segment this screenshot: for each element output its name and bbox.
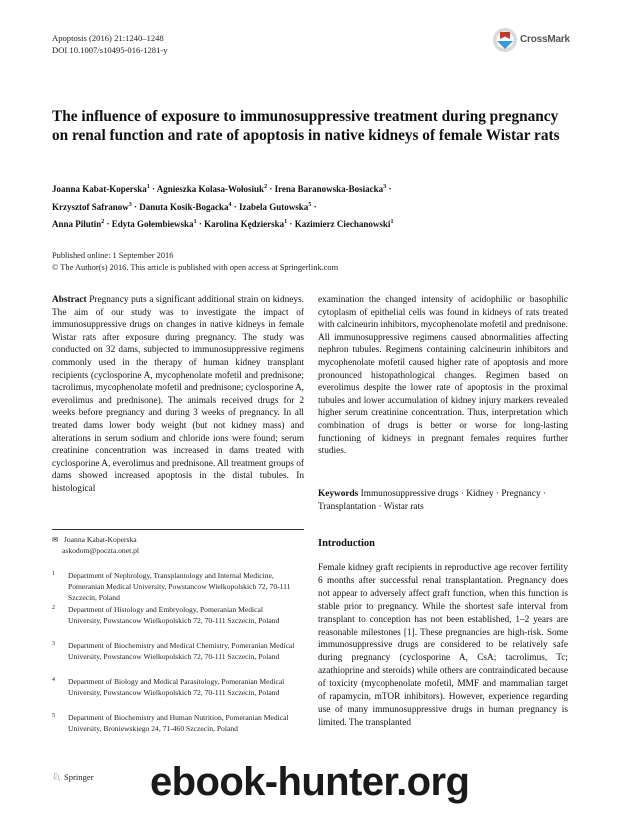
author-name: Joanna Kabat-Koperska xyxy=(52,184,147,194)
correspondence xyxy=(52,534,139,556)
published-date: Published online: 1 September 2016 xyxy=(52,251,174,260)
author-name: Agnieszka Kolasa-Wołosiuk xyxy=(156,184,265,194)
abstract-continued: examination the changed intensity of acidophilic or basophilic cytoplasm of epithelial cells was found in kidneys of rats treated with calcineurin inhibitors, mycophenolate mofetil and prednisone. All immunosuppressive regimens caused abnormalities affecting nephron tubules. Regimens containing calcineurin inhibitors and mycophenolate mofetil caused higher rate of apoptosis and more pronounced histopathological changes. Regimen based on everolimus despite the lower rate of apoptosis in the proximal tubules and lower accumulation of kidney injury markers revealed higher serum creatinine concentration. Thus, interpretation which combination of drugs is better or worse for long-lasting functioning of kidneys in pregnant females requires further studies. xyxy=(318,295,568,457)
affiliation-text: Department of Histology and Embryology, Pomeranian Medical University, Powstancow Wielkopolskich 72, 70-111 Szczecin, Poland xyxy=(68,605,280,625)
abstract xyxy=(52,294,304,496)
watermark: ebook-hunter.org xyxy=(150,760,470,804)
springer-horse-icon: ♘ xyxy=(52,772,61,783)
author-separator: · xyxy=(149,184,157,194)
journal-header xyxy=(52,32,168,56)
author-separator: · xyxy=(386,184,392,194)
publisher-logo xyxy=(52,772,94,783)
affiliation-number: 4 xyxy=(52,677,55,683)
author-affiliation-ref: 1 xyxy=(146,184,150,190)
author-affiliation-ref: 5 xyxy=(308,201,312,208)
author-separator: · xyxy=(267,184,275,194)
crossmark-label: CrossMark xyxy=(520,34,570,45)
affiliation-text: Department of Biochemistry and Medical Chemistry, Pomeranian Medical University, Powstancow Wielkopolskich 72, 70-111 Szczecin, Poland xyxy=(68,641,295,661)
author-name: Anna Pilutin xyxy=(52,219,102,229)
author-affiliation-ref: 4 xyxy=(228,201,232,208)
affiliation-number: 1 xyxy=(52,571,55,577)
affiliation-number: 3 xyxy=(52,641,55,647)
publication-info xyxy=(52,250,338,273)
author-separator: · xyxy=(131,201,140,212)
keywords xyxy=(318,488,568,513)
crossmark-icon xyxy=(492,27,518,53)
author-name: Krzysztof Safranow xyxy=(52,201,129,212)
author-name: Edyta Gołembiewska xyxy=(111,219,194,229)
section-heading: Introduction xyxy=(318,538,375,549)
article-title: The influence of exposure to immunosuppressive treatment during pregnancy on renal function and rate of apoptosis in native kidneys of female Wistar rats xyxy=(52,108,560,144)
affiliation-text: Department of Biochemistry and Human Nutrition, Pomeranian Medical University, Broniewskiego 24, 71-460 Szczecin, Poland xyxy=(68,713,289,733)
author-affiliation-ref: 3 xyxy=(128,201,132,208)
author-name: Irena Baranowska-Bosiacka xyxy=(274,184,384,194)
keywords-label: Keywords xyxy=(318,489,359,499)
author-affiliation-ref: 1 xyxy=(390,219,394,225)
affiliation-text: Department of Biology and Medical Parasitology, Pomeranian Medical University, Powstancow Wielkopolskich 72, 70-111 Szczecin, Poland xyxy=(68,677,285,697)
publisher-name: Springer xyxy=(63,772,94,782)
affiliation-number: 2 xyxy=(52,605,55,611)
correspondence-email[interactable]: askodom@poczta.onet.pl xyxy=(62,546,140,555)
abstract-label: Abstract xyxy=(52,295,87,305)
author-affiliation-ref: 2 xyxy=(264,184,268,190)
keywords-text: Immunosuppressive drugs · Kidney · Pregnancy · Transplantation · Wistar rats xyxy=(318,489,547,512)
author-separator: · xyxy=(311,201,317,212)
copyright: © The Author(s) 2016. This article is published with open access at Springerlink.com xyxy=(52,262,339,272)
author-separator: · xyxy=(287,219,295,229)
journal-citation: Apoptosis (2016) 21:1240–1248 xyxy=(52,33,164,43)
affiliation-text: Department of Nephrology, Transplantology and Internal Medicine, Pomeranian Medical University, Powstancow Wielkopolskich 72, 70-111 Szczecin, Poland xyxy=(68,571,291,602)
author-name: Danuta Kosik-Bogacka xyxy=(139,201,229,212)
doi[interactable]: DOI 10.1007/s10495-016-1281-y xyxy=(52,45,168,55)
author-name: Karolina Kędzierska xyxy=(204,219,285,229)
author-separator: · xyxy=(104,219,112,229)
author-separator: · xyxy=(196,219,205,229)
author-affiliation-ref: 1 xyxy=(284,219,288,225)
correspondence-name: Joanna Kabat-Koperska xyxy=(63,535,137,544)
footnote-divider xyxy=(52,529,304,530)
envelope-icon: ✉ xyxy=(52,535,59,544)
abstract-text: Pregnancy puts a significant additional strain on kidneys. The aim of our study was to investigate the impact of immunosuppressive drugs on changes in native kidneys in female Wistar rats after exposure during pregnancy. The study was conducted on 32 dams, subjected to immunosuppressive regimens commonly used in the therapy of human kidney transplant recipients (cyclosporine A, mycophenolate mofetil and prednisone; tacrolimus, mycophenolate mofetil and prednisone; cyclosporine A, everolimus and prednisone). The animals received drugs for 2 weeks before pregnancy and during 3 weeks of pregnancy. In all treated dams lower body weight (but not kidney mass) and alterations in serum sodium and chloride ions were found; serum creatinine concentration was increased in dams treated with cyclosporine A, everolimus and prednisone. All treatment groups of dams showed increased apoptosis in the distal tubules. In histological xyxy=(52,295,304,494)
author-list xyxy=(52,180,572,233)
author-affiliation-ref: 2 xyxy=(101,219,105,225)
author-affiliation-ref: 3 xyxy=(383,184,387,190)
affiliation-number: 5 xyxy=(52,713,55,719)
author-separator: · xyxy=(231,201,240,212)
author-name: Kazimierz Ciechanowski xyxy=(294,219,391,229)
author-affiliation-ref: 1 xyxy=(193,219,197,225)
crossmark-badge[interactable] xyxy=(492,27,582,55)
introduction-text: Female kidney graft recipients in reproductive age recover fertility 6 months after successful renal transplantation. Pregnancy does not appear to adversely affect graft function, when this function is stable prior to pregnancy. While the shortest safe interval from transplant to conception has not been established, 1–2 years are reasonable milestones [1]. These pregnancies are high-risk. Some immunosuppressive drugs are considered to be relatively safe during pregnancy (cyclosporine A, CsA; tacrolimus, Tc; azathioprine and steroids) while others are contraindicated because of toxicity (mycophenolate mofetil, MMF and mammalian target of rapamycin, mTOR inhibitors). However, experience regarding use of many immunosuppressive drugs in human pregnancy is limited. The transplanted xyxy=(318,563,568,728)
author-name: Izabela Gutowska xyxy=(239,201,309,212)
